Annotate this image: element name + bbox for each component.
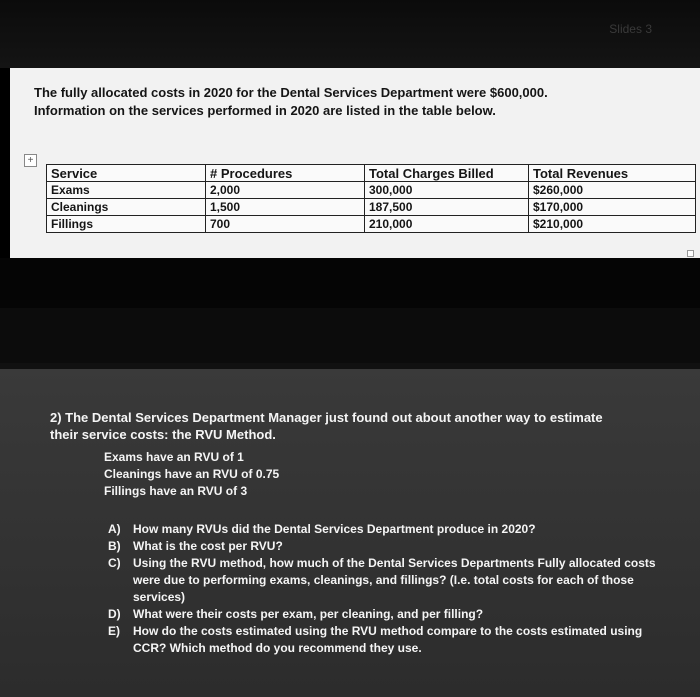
- sub-question-text: How do the costs estimated using the RVU method compare to the costs estimated using CCR? Which method do you recommend they use.: [133, 624, 643, 655]
- list-item: [108, 623, 678, 657]
- table-move-handle-icon[interactable]: +: [24, 154, 37, 167]
- cell-charges: 187,500: [365, 199, 529, 216]
- cell-revenues: $260,000: [529, 182, 696, 199]
- cell-charges: 210,000: [365, 216, 529, 233]
- cell-service: Fillings: [47, 216, 206, 233]
- question-panel: [0, 363, 700, 697]
- table-row: [47, 182, 696, 199]
- list-item: [108, 606, 678, 623]
- services-table: [46, 164, 696, 233]
- question-2-heading: [50, 409, 670, 443]
- sub-question-letter: C): [108, 556, 121, 570]
- list-item: [108, 521, 678, 538]
- sub-question-letter: B): [108, 539, 121, 553]
- question-2-line-1: 2) The Dental Services Department Manager just found out about another way to estimate: [50, 410, 603, 425]
- sub-question-text: Using the RVU method, how much of the Dental Services Departments Fully allocated costs were due to performing exams, cleanings, and fillings? (I.e. total costs for each of those services): [133, 556, 656, 604]
- rvu-list: [104, 449, 279, 500]
- sub-question-letter: D): [108, 607, 121, 621]
- cell-charges: 300,000: [365, 182, 529, 199]
- table-resize-handle[interactable]: [687, 250, 694, 257]
- faded-slide-label: Slides 3: [609, 22, 652, 36]
- list-item: [108, 538, 678, 555]
- cell-revenues: $210,000: [529, 216, 696, 233]
- sub-question-text: What were their costs per exam, per cleaning, and per filling?: [133, 607, 484, 621]
- question-2-line-2: their service costs: the RVU Method.: [50, 427, 276, 442]
- table-header-row: [47, 165, 696, 182]
- header-service: Service: [47, 165, 206, 182]
- redaction-bar: [0, 308, 700, 363]
- rvu-item: Exams have an RVU of 1: [104, 450, 244, 464]
- sub-question-letter: A): [108, 522, 121, 536]
- table-row: [47, 199, 696, 216]
- header-total-revenues: Total Revenues: [529, 165, 696, 182]
- cell-service: Exams: [47, 182, 206, 199]
- sub-question-letter: E): [108, 624, 120, 638]
- sub-question-text: How many RVUs did the Dental Services Department produce in 2020?: [133, 522, 536, 536]
- list-item: [108, 555, 678, 606]
- cell-procedures: 700: [206, 216, 365, 233]
- rvu-item: Cleanings have an RVU of 0.75: [104, 467, 280, 481]
- document-sheet: [10, 68, 700, 258]
- top-dark-band: [0, 0, 700, 68]
- intro-line-2: Information on the services performed in 2020 are listed in the table below.: [34, 103, 496, 118]
- table-row: [47, 216, 696, 233]
- cell-service: Cleanings: [47, 199, 206, 216]
- redaction-bar: [0, 258, 700, 308]
- rvu-item: Fillings have an RVU of 3: [104, 484, 248, 498]
- intro-line-1: The fully allocated costs in 2020 for the Dental Services Department were $600,000.: [34, 85, 548, 100]
- intro-paragraph: [34, 84, 674, 120]
- header-procedures: # Procedures: [206, 165, 365, 182]
- cell-revenues: $170,000: [529, 199, 696, 216]
- header-total-charges: Total Charges Billed: [365, 165, 529, 182]
- cell-procedures: 2,000: [206, 182, 365, 199]
- panel-edge-shadow: [0, 363, 700, 369]
- sub-question-text: What is the cost per RVU?: [133, 539, 283, 553]
- cell-procedures: 1,500: [206, 199, 365, 216]
- sub-question-list: [108, 521, 678, 657]
